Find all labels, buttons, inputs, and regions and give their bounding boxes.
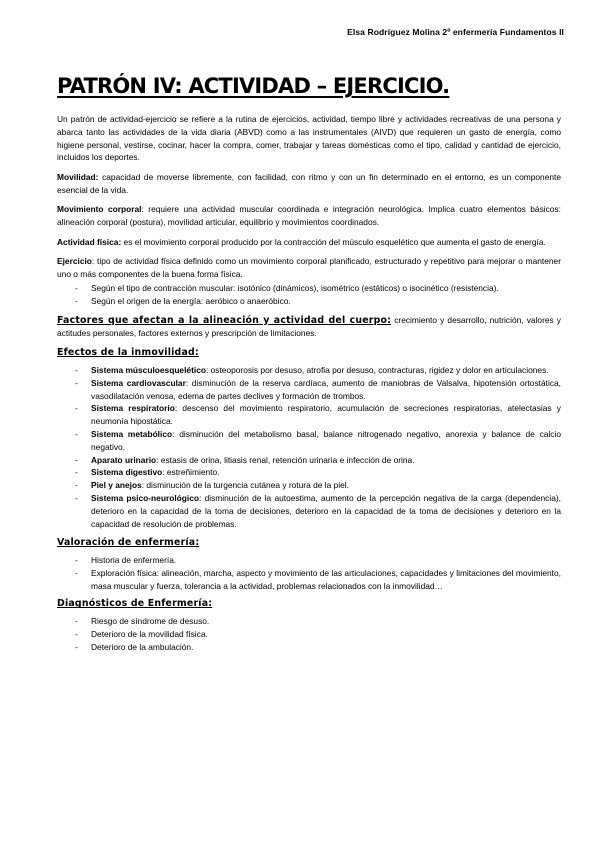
definition-movimiento-corporal [57,203,561,229]
system-effects: : osteoporosis por desuso, atrofia por desuso, contracturas, rigidez y dolor en articulaciones. [205,364,549,375]
exercise-types-list [57,282,561,308]
list-item [57,377,561,403]
definition-term: Movilidad: [57,171,99,182]
definition-text: capacidad de moverse libremente, con facilidad, con ritmo y con un fin determinado en el entorno, es un componente esencial de la vida. [57,171,561,195]
running-header: Elsa Rodríguez Molina 2º enfermería Fundamentos II [347,27,564,37]
list-item: - Según el origen de la energía: aeróbico o anaeróbico. [57,295,561,308]
system-effects: : descenso del movimiento respiratorio, acumulación de secreciones respiratorias, atelectasias y neumonía hipostática. [91,403,561,427]
list-item [57,479,561,492]
definition-ejercicio [57,255,561,281]
list-item: - Historia de enfermería. [57,554,561,567]
system-name: Aparato urinario [91,454,157,465]
list-item [57,492,561,530]
system-effects: : disminución de la reserva cardíaca, aumento de maniobras de Valsalva, hipotensión ortostática, vasodilatación venosa, edema de partes declives y formación de trombos. [91,377,561,401]
immobility-heading: Efectos de la inmovilidad: [57,347,199,359]
list-item [57,364,561,377]
intro-paragraph: Un patrón de actividad-ejercicio se refiere a la rutina de ejercicios, actividad, tiempo libre y actividades recreativas de una persona y abarca tanto las actividades de la vida diaria (ABVD) como a las instrumentales (AIVD) que requieren un gasto de energía, como higiene personal, vestirse, cocinar, hacer la compra, comer, trabajar y tareas domésticas como el tipo, calidad y cantidad de ejercicio, incluidos los deportes. [57,114,561,163]
system-name: Sistema cardiovascular [91,377,186,388]
assessment-heading: Valoración de enfermería: [57,537,200,549]
definition-text: : tipo de actividad física definido como un movimiento corporal planificado, estructurado y repetitivo para mejorar o mantener uno o más componentes de la buena forma física. [57,256,561,280]
list-item [57,402,561,428]
definition-term: Actividad física: [57,236,122,247]
system-name: Sistema metabólico [91,428,173,439]
definition-actividad-fisica [57,236,561,249]
immobility-effects-list [57,364,561,530]
system-name: Sistema psico-neurológico [91,492,199,503]
system-effects: : estasis de orina, litiasis renal, retención urinaria e infección de orina. [156,454,415,465]
definition-term: Movimiento corporal [57,204,142,215]
list-item [57,466,561,479]
diagnoses-list [57,615,561,653]
system-effects: : disminución de la autoestima, aumento de la percepción negativa de la carga (dependencia), deterioro en la capacidad de la toma de decisiones, deterioro en la capacidad de la toma de decisiones y deterioro en la capacidad de resolución de problemas. [91,492,561,529]
list-item: - Exploración física: alineación, marcha, aspecto y movimiento de las articulaciones, capacidades y limitaciones del movimiento, masa muscular y fuerza, tolerancia a la actividad, problemas relacionados con la inmovilidad… [57,567,561,593]
diagnoses-heading: Diagnósticos de Enfermería: [57,598,213,610]
definition-text: es el movimiento corporal producido por la contracción del músculo esquelético que aumenta el gasto de energía. [121,236,546,247]
page-title: PATRÓN IV: ACTIVIDAD – EJERCICIO. [57,74,450,98]
list-item [57,428,561,454]
factors-text: crecimiento y desarrollo, nutrición, valores y actitudes personales, factores externos y prescripción de limitaciones. [57,314,561,339]
document-body [57,113,561,660]
system-effects: : estreñimiento. [162,467,220,478]
definition-movilidad [57,171,561,197]
system-name: Piel y anejos [91,480,142,491]
factors-heading: Factores que afectan a la alineación y actividad del cuerpo: [57,314,392,326]
system-effects: : disminución de la turgencia cutánea y rotura de la piel. [141,480,349,491]
system-name: Sistema digestivo [91,467,163,478]
factors-paragraph [57,314,561,341]
list-item: - Riesgo de síndrome de desuso. [57,615,561,628]
definition-text: : requiere una actividad muscular coordinada e integración neurológica. Implica cuatro elementos básicos: alineación corporal (postura), movilidad articular, equilibrio y movimientos coordinados. [57,204,561,228]
system-effects: : disminución del metabolismo basal, balance nitrogenado negativo, anorexia y balance de calcio negativo. [91,428,561,452]
definition-term: Ejercicio [57,256,92,267]
list-item: - Según el tipo de contracción muscular: isotónico (dinámicos), isométrico (estáticos) o isocinético (resistencia). [57,282,561,295]
list-item [57,454,561,467]
system-name: Sistema músculoesquelético [91,364,206,375]
list-item: - Deterioro de la movilidad física. [57,628,561,641]
system-name: Sistema respiratorio [91,403,175,414]
list-item: - Deterioro de la ambulación. [57,641,561,654]
assessment-list [57,554,561,592]
